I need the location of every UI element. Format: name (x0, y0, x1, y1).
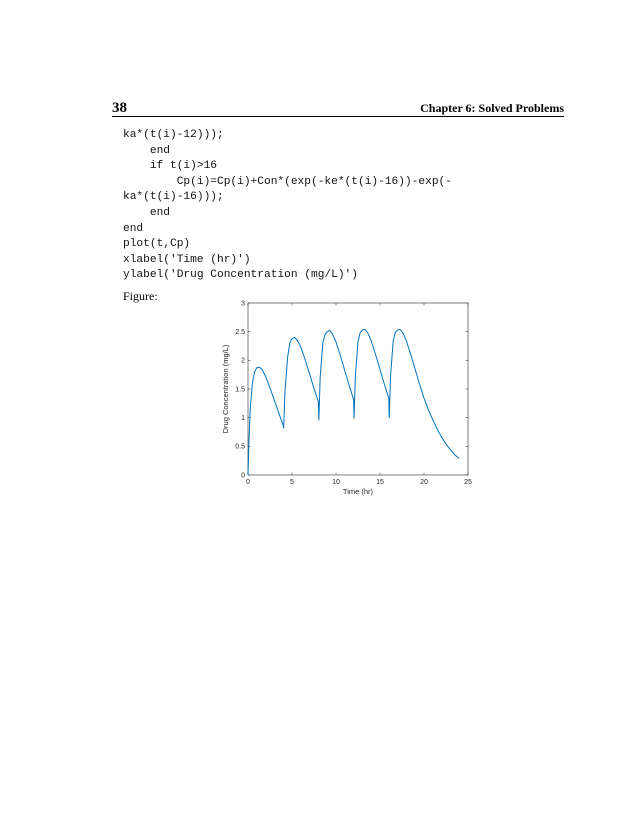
code-line: ka*(t(i)-12))); (123, 129, 224, 141)
figure-chart (212, 298, 476, 500)
code-listing (123, 128, 452, 284)
code-line: if t(i)>16 (123, 160, 217, 173)
y-tick-label: 2.5 (235, 329, 245, 337)
chapter-title: Chapter 6: Solved Problems (420, 101, 564, 115)
x-tick-label: 25 (464, 479, 472, 486)
code-line: plot(t,Cp) (123, 238, 191, 251)
y-tick-label: 1 (241, 415, 245, 423)
x-tick-label: 0 (246, 479, 250, 486)
y-tick-label: 0.5 (235, 443, 245, 451)
page-number: 38 (112, 100, 127, 116)
x-axis-label: Time (hr) (342, 487, 374, 496)
page-header (112, 100, 564, 117)
code-line: end (123, 144, 170, 157)
code-line: ka*(t(i)-16))); (123, 191, 224, 204)
y-tick-label: 2 (241, 357, 245, 365)
code-line: end (123, 206, 170, 219)
code-line: ylabel('Drug Concentration (mg/L)') (123, 269, 358, 282)
x-tick-label: 20 (420, 479, 428, 486)
line-chart (212, 298, 476, 500)
code-line: xlabel('Time (hr)') (123, 253, 251, 266)
y-axis-label: Drug Concentration (mg/L) (221, 344, 230, 434)
code-line: Cp(i)=Cp(i)+Con*(exp(-ke*(t(i)-16))-exp(- (123, 175, 452, 188)
y-tick-label: 0 (241, 472, 245, 480)
code-line: end (123, 222, 144, 235)
y-tick-label: 3 (241, 300, 245, 308)
y-tick-label: 1.5 (235, 386, 245, 394)
plot-frame (248, 303, 468, 475)
x-tick-label: 15 (376, 479, 384, 486)
x-tick-label: 5 (290, 479, 294, 486)
x-tick-label: 10 (332, 479, 340, 486)
figure-label: Figure: (123, 289, 158, 303)
